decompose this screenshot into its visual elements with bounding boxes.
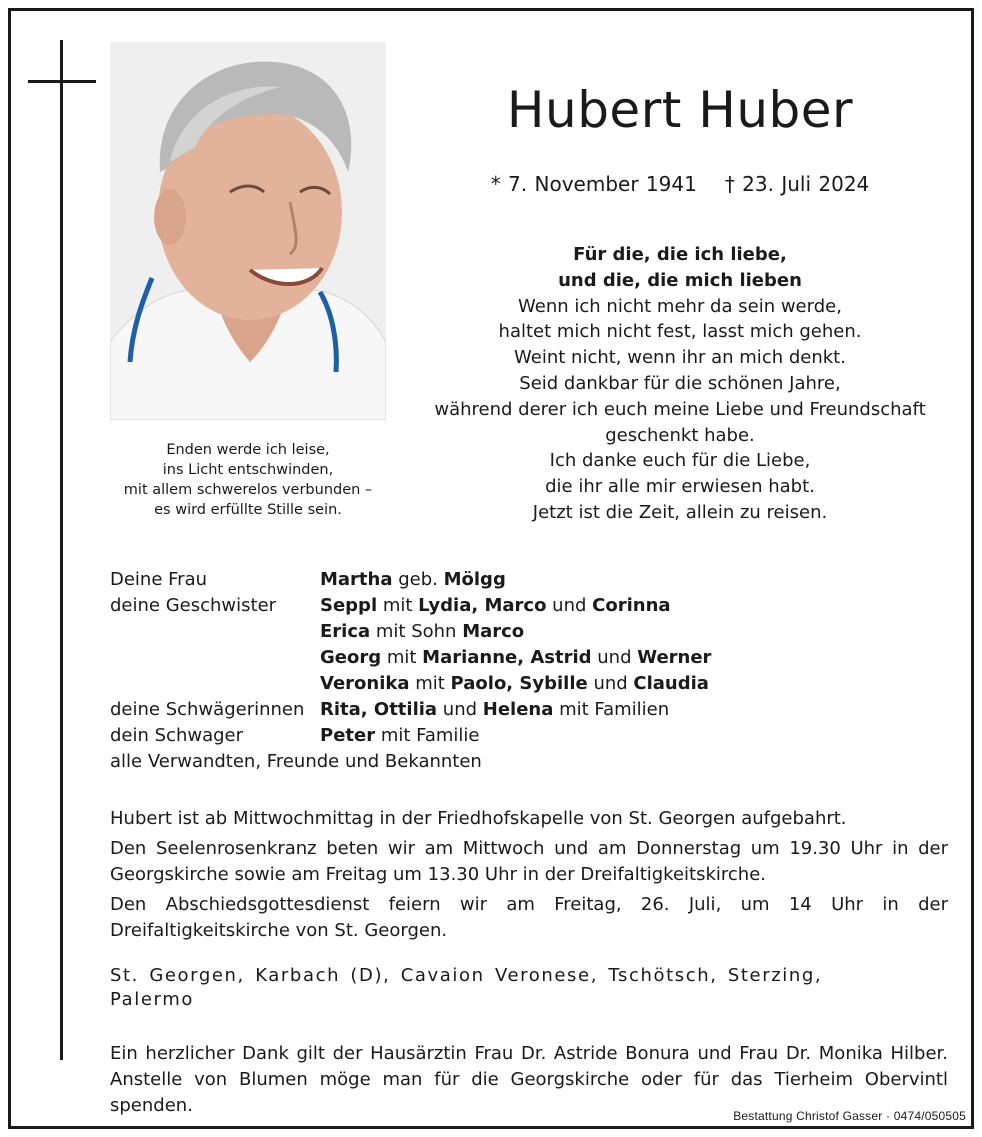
left-poem-line: ins Licht entschwinden, — [162, 462, 334, 478]
undertaker-contact: Bestattung Christof Gasser · 0474/050505 — [733, 1109, 966, 1123]
mourner-connector: mit — [409, 673, 451, 694]
mourner-connector: und — [591, 647, 638, 668]
mourner-row — [110, 593, 950, 619]
mourner-row — [110, 645, 950, 671]
mourner-connector: mit Sohn — [370, 621, 463, 642]
left-poem-line: mit allem schwerelos verbunden – — [123, 482, 373, 498]
mourner-name: Seppl — [320, 595, 378, 616]
deceased-name: Hubert Huber — [506, 81, 854, 139]
mourner-name: Lydia, Marco — [418, 595, 547, 616]
mourner-relation — [110, 619, 320, 645]
mourner-name: Rita, Ottilia — [320, 699, 438, 720]
mourner-name: Paolo, Sybille — [450, 673, 588, 694]
portrait-photo — [110, 42, 386, 420]
mourner-row — [110, 697, 950, 723]
poem-line: die ihr alle mir erwiesen habt. — [545, 476, 815, 498]
mourner-name: Mölgg — [443, 569, 506, 590]
mourner-relation — [110, 645, 320, 671]
poem-line: Jetzt ist die Zeit, allein zu reisen. — [532, 501, 828, 523]
mourner-name: Helena — [482, 699, 554, 720]
mourner-connector: und — [546, 595, 593, 616]
mourner-name: Georg — [320, 647, 382, 668]
mourner-relation: Deine Frau — [110, 569, 208, 590]
mourner-connector: und — [437, 699, 483, 720]
portrait-illustration — [110, 42, 386, 420]
notice-rosary: Den Seelenrosenkranz beten wir am Mittwoch und am Donnerstag um 19.30 Uhr in der Georgskirche sowie am Freitag um 13.30 Uhr in der Dreifaltigkeitskirche. — [110, 838, 948, 885]
mourner-name: Martha — [320, 569, 393, 590]
notice-viewing: Hubert ist ab Mittwochmittag in der Friedhofskapelle von St. Georgen aufgebahrt. — [110, 808, 847, 829]
mourner-name: Peter — [320, 725, 376, 746]
mourner-name: Marianne, Astrid — [422, 647, 592, 668]
mourner-names — [320, 619, 524, 645]
poem-line: geschenkt habe. — [605, 424, 755, 446]
death-date: † 23. Juli 2024 — [724, 172, 870, 196]
mourner-names — [320, 723, 479, 749]
mourner-row — [110, 723, 950, 749]
mourner-relation: deine Geschwister — [110, 595, 277, 616]
birth-date: * 7. November 1941 — [490, 172, 697, 196]
notice-service: Den Abschiedsgottesdienst feiern wir am Freitag, 26. Juli, um 14 Uhr in der Dreifaltigkeitskirche von St. Georgen. — [110, 894, 948, 941]
left-poem-line: es wird erfüllte Stille sein. — [154, 502, 342, 518]
mourner-names — [320, 593, 671, 619]
left-poem-line: Enden werde ich leise, — [166, 442, 330, 458]
mourner-row — [110, 749, 950, 775]
mourner-relation: dein Schwager — [110, 725, 244, 746]
mourner-relation: alle Verwandten, Freunde und Bekannten — [110, 751, 482, 772]
poem-line: Seid dankbar für die schönen Jahre, — [519, 372, 841, 394]
places-list: St. Georgen, Karbach (D), Cavaion Veronese, Tschötsch, Sterzing, Palermo — [110, 965, 823, 1010]
mourner-connector: mit Familien — [553, 699, 670, 720]
poem-line: Ich danke euch für die Liebe, — [549, 450, 811, 472]
mourner-connector: mit — [377, 595, 419, 616]
left-poem — [100, 440, 396, 520]
poem-line: Weint nicht, wenn ihr an mich denkt. — [514, 347, 846, 369]
mourner-connector: und — [587, 673, 634, 694]
poem-line: während derer ich euch meine Liebe und Freundschaft — [434, 398, 926, 420]
mourner-names — [320, 671, 709, 697]
cross-horizontal-bar — [28, 80, 96, 83]
mourners-list — [110, 567, 950, 775]
mourner-name: Claudia — [633, 673, 709, 694]
mourner-name: Veronika — [320, 673, 410, 694]
poem-line: haltet mich nicht fest, lasst mich gehen. — [498, 321, 862, 343]
poem-heading-line: und die, die mich lieben — [558, 269, 802, 291]
poem-line: Wenn ich nicht mehr da sein werde, — [518, 295, 842, 317]
mourner-connector: mit Familie — [375, 725, 480, 746]
mourner-relation — [110, 671, 320, 697]
mourner-connector: mit — [381, 647, 423, 668]
main-poem — [420, 242, 940, 526]
mourner-name: Corinna — [592, 595, 671, 616]
mourner-row — [110, 567, 950, 593]
funeral-notices — [110, 806, 948, 948]
mourner-name: Werner — [637, 647, 712, 668]
mourner-connector: geb. — [392, 569, 444, 590]
poem-heading-line: Für die, die ich liebe, — [573, 244, 787, 265]
life-dates — [420, 170, 940, 198]
mourner-relation: deine Schwägerinnen — [110, 699, 305, 720]
mourner-name: Marco — [462, 621, 525, 642]
mourner-names — [320, 645, 711, 671]
thanks-note: Ein herzlicher Dank gilt der Hausärztin Frau Dr. Astride Bonura und Frau Dr. Monika Hilber. Anstelle von Blumen möge man für die Georgskirche oder für das Tierheim Obervintl spenden. — [110, 1043, 948, 1116]
cross-vertical-bar — [60, 40, 63, 1060]
mourner-names — [320, 697, 669, 723]
mourner-row — [110, 619, 950, 645]
mourner-names — [320, 567, 506, 593]
mourner-row — [110, 671, 950, 697]
mourner-name: Erica — [320, 621, 371, 642]
